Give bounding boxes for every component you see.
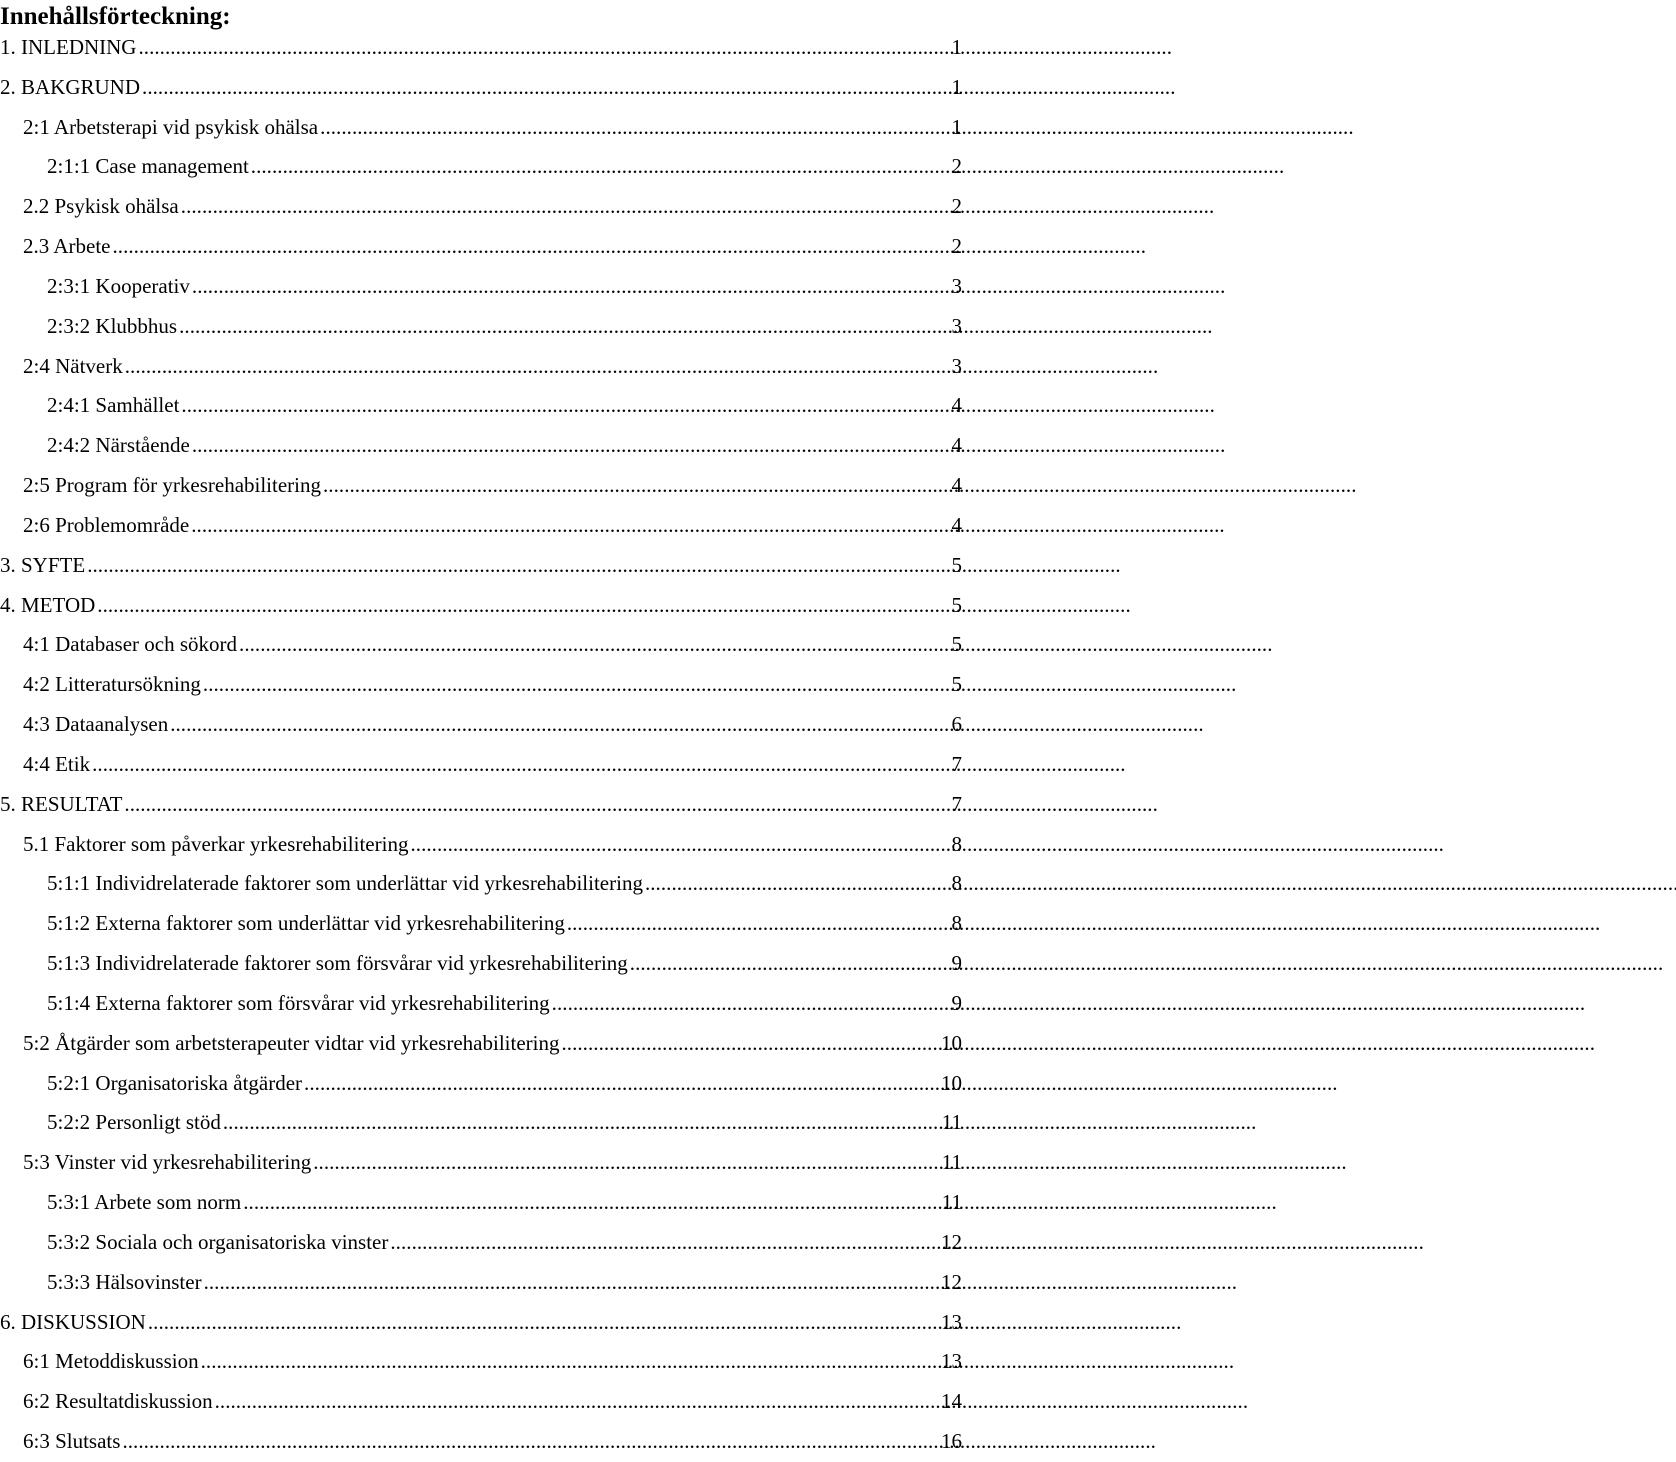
- dot-leader: [201, 665, 950, 705]
- toc-entry-label: 2:3:1 Kooperativ: [47, 273, 190, 298]
- dot-leader: [237, 625, 949, 665]
- toc-entry-page-number: 11: [941, 1190, 962, 1215]
- toc-entry-page-number: 9: [951, 951, 962, 976]
- toc-entry[interactable]: [0, 665, 962, 705]
- toc-entry-label: 4:4 Etik: [23, 751, 91, 776]
- dot-leader: [221, 1103, 940, 1143]
- toc-entry-label: 2.2 Psykisk ohälsa: [23, 194, 179, 219]
- toc-entry-label: 4:3 Dataanalysen: [23, 712, 169, 737]
- toc-entry-page-number: 4: [951, 512, 962, 537]
- dot-leader: [122, 785, 949, 825]
- dot-leader: [123, 347, 950, 387]
- toc-entry[interactable]: [0, 386, 962, 426]
- toc-entry-label: 2:6 Problemområde: [23, 512, 190, 537]
- toc-entry-page-number: 1: [951, 114, 962, 139]
- toc-entry[interactable]: [0, 1263, 962, 1303]
- dot-leader: [628, 944, 950, 984]
- toc-entry-page-number: 10: [941, 1030, 962, 1055]
- toc-entry-page-number: 13: [941, 1309, 962, 1334]
- toc-entry-label: 2:1:1 Case management: [47, 154, 249, 179]
- toc-entry[interactable]: [0, 1024, 962, 1064]
- toc-entry-page-number: 6: [951, 712, 962, 737]
- toc-entry-label: 6:1 Metoddiskussion: [23, 1349, 199, 1374]
- toc-entry[interactable]: [0, 267, 962, 307]
- toc-entry-label: 5:2 Åtgärder som arbetsterapeuter vidtar vid yrkesrehabilitering: [23, 1030, 560, 1055]
- toc-entry[interactable]: [0, 506, 962, 546]
- toc-entry-page-number: 1: [951, 35, 962, 59]
- toc-entry-page-number: 8: [951, 911, 962, 936]
- toc-entry-page-number: 2: [951, 234, 962, 259]
- toc-entry-label: 5.1 Faktorer som påverkar yrkesrehabilitering: [23, 831, 409, 856]
- toc-entry[interactable]: [0, 1422, 962, 1462]
- dot-leader: [189, 506, 949, 546]
- toc-entry[interactable]: [0, 1342, 962, 1382]
- toc-entry[interactable]: [0, 785, 962, 825]
- dot-leader: [95, 586, 949, 626]
- toc-entry-page-number: 5: [951, 592, 962, 617]
- toc-entry[interactable]: [0, 864, 962, 904]
- toc-entry[interactable]: [0, 984, 962, 1024]
- toc-entry-page-number: 9: [951, 990, 962, 1015]
- toc-entry-page-number: 10: [941, 1070, 962, 1095]
- toc-entry-label: 5. RESULTAT: [0, 791, 123, 816]
- dot-leader: [202, 1263, 939, 1303]
- toc-entry[interactable]: [0, 1143, 962, 1183]
- toc-entry-page-number: 5: [951, 672, 962, 697]
- toc-entry[interactable]: [0, 586, 962, 626]
- toc-entry-label: 1. INLEDNING: [0, 35, 137, 59]
- toc-entry-label: 5:1:1 Individrelaterade faktorer som underlättar vid yrkesrehabilitering: [47, 871, 643, 896]
- toc-entry-label: 5:3:3 Hälsovinster: [47, 1269, 202, 1294]
- toc-entry[interactable]: [0, 546, 962, 586]
- toc-entry-label: 4:1 Databaser och sökord: [23, 632, 238, 657]
- dot-leader: [318, 108, 949, 148]
- toc-entry[interactable]: [0, 745, 962, 785]
- toc-entry-label: 2.3 Arbete: [23, 234, 111, 259]
- toc-entry-page-number: 11: [941, 1150, 962, 1175]
- toc-entry-label: 3. SYFTE: [0, 552, 86, 577]
- toc-entry-page-number: 3: [951, 273, 962, 298]
- dot-leader: [190, 426, 950, 466]
- toc-entry-label: 5:1:4 Externa faktorer som försvårar vid yrkesrehabilitering: [47, 990, 550, 1015]
- toc-title: Innehållsförteckning:: [0, 3, 231, 30]
- toc-entry-label: 2:5 Program för yrkesrehabilitering: [23, 473, 321, 498]
- toc-entry[interactable]: [0, 1303, 962, 1343]
- toc-entry[interactable]: [0, 1223, 962, 1263]
- toc-entry[interactable]: [0, 108, 962, 148]
- toc-entry-page-number: 5: [951, 552, 962, 577]
- dot-leader: [213, 1382, 939, 1422]
- dot-leader: [110, 227, 949, 267]
- toc-entry[interactable]: [0, 28, 962, 68]
- toc-entry-label: 2:4 Nätverk: [23, 353, 123, 378]
- toc-entry-page-number: 8: [951, 831, 962, 856]
- toc-entry[interactable]: [0, 426, 962, 466]
- toc-entry-page-number: 4: [951, 393, 962, 418]
- toc-entry[interactable]: [0, 705, 962, 745]
- dot-leader: [179, 187, 950, 227]
- dot-leader: [199, 1342, 939, 1382]
- toc-entry-label: 5:3 Vinster vid yrkesrehabilitering: [23, 1150, 312, 1175]
- toc-entry-label: 6:2 Resultatdiskussion: [23, 1389, 213, 1414]
- dot-leader: [140, 68, 949, 108]
- toc-entry-label: 5:1:2 Externa faktorer som underlättar vid yrkesrehabilitering: [47, 911, 565, 936]
- toc-entry[interactable]: [0, 1382, 962, 1422]
- dot-leader: [85, 546, 949, 586]
- toc-entry-page-number: 5: [951, 632, 962, 657]
- toc-entry-label: 5:3:1 Arbete som norm: [47, 1190, 242, 1215]
- toc-entry-page-number: 8: [951, 871, 962, 896]
- dot-leader: [146, 1303, 939, 1343]
- toc-entry-page-number: 2: [951, 154, 962, 179]
- dot-leader: [321, 466, 950, 506]
- toc-entry-label: 2:4:1 Samhället: [47, 393, 180, 418]
- dot-leader: [177, 307, 949, 347]
- toc-entry[interactable]: [0, 68, 962, 108]
- dot-leader: [120, 1422, 939, 1462]
- toc-entry-page-number: 13: [941, 1349, 962, 1374]
- toc-entry[interactable]: [0, 307, 962, 347]
- toc-entry[interactable]: [0, 466, 962, 506]
- toc-entry-label: 5:2:2 Personligt stöd: [47, 1110, 221, 1135]
- toc-entry-page-number: 1: [951, 74, 962, 99]
- dot-leader: [136, 28, 949, 68]
- dot-leader: [90, 745, 949, 785]
- dot-leader: [408, 825, 949, 865]
- dot-leader: [311, 1143, 940, 1183]
- dot-leader: [190, 267, 950, 307]
- toc-entry-page-number: 4: [951, 433, 962, 458]
- toc-entry[interactable]: [0, 1103, 962, 1143]
- toc-entry[interactable]: [0, 227, 962, 267]
- toc-entry[interactable]: [0, 904, 962, 944]
- toc-entry-page-number: 7: [951, 791, 962, 816]
- dot-leader: [565, 904, 950, 944]
- toc-entry-page-number: 16: [941, 1428, 962, 1453]
- toc-entry[interactable]: [0, 187, 962, 227]
- toc-entry[interactable]: [0, 1183, 962, 1223]
- toc-entry-label: 6. DISKUSSION: [0, 1309, 146, 1334]
- dot-leader: [550, 984, 950, 1024]
- dot-leader: [179, 386, 949, 426]
- toc-entry[interactable]: [0, 1064, 962, 1104]
- dot-leader: [168, 705, 949, 745]
- toc-entry-page-number: 14: [941, 1389, 962, 1414]
- toc-entry[interactable]: [0, 944, 962, 984]
- toc-entry-label: 4:2 Litteratursökning: [23, 672, 201, 697]
- toc-entry[interactable]: [0, 625, 962, 665]
- dot-leader: [559, 1024, 939, 1064]
- toc-entry-page-number: 4: [951, 473, 962, 498]
- toc-list: [0, 28, 962, 1462]
- toc-entry-label: 5:2:1 Organisatoriska åtgärder: [47, 1070, 303, 1095]
- toc-entry-page-number: 3: [951, 353, 962, 378]
- toc-entry-page-number: 2: [951, 194, 962, 219]
- dot-leader: [388, 1223, 939, 1263]
- toc-entry-label: 2. BAKGRUND: [0, 74, 141, 99]
- toc-entry-label: 2:4:2 Närstående: [47, 433, 190, 458]
- toc-entry-page-number: 12: [941, 1269, 962, 1294]
- toc-entry-label: 5:1:3 Individrelaterade faktorer som försvårar vid yrkesrehabilitering: [47, 951, 628, 976]
- dot-leader: [643, 864, 950, 904]
- dot-leader: [302, 1064, 939, 1104]
- toc-entry-label: 2:3:2 Klubbhus: [47, 313, 178, 338]
- toc-entry-label: 4. METOD: [0, 592, 96, 617]
- toc-entry[interactable]: [0, 347, 962, 387]
- toc-entry-page-number: 11: [941, 1110, 962, 1135]
- dot-leader: [241, 1183, 940, 1223]
- toc-entry-label: 2:1 Arbetsterapi vid psykisk ohälsa: [23, 114, 319, 139]
- toc-entry-page-number: 7: [951, 751, 962, 776]
- toc-entry[interactable]: [0, 147, 962, 187]
- toc-entry-page-number: 3: [951, 313, 962, 338]
- toc-entry-label: 6:3 Slutsats: [23, 1428, 121, 1453]
- dot-leader: [249, 147, 950, 187]
- toc-entry[interactable]: [0, 825, 962, 865]
- toc-entry-page-number: 12: [941, 1229, 962, 1254]
- toc-entry-label: 5:3:2 Sociala och organisatoriska vinster: [47, 1229, 389, 1254]
